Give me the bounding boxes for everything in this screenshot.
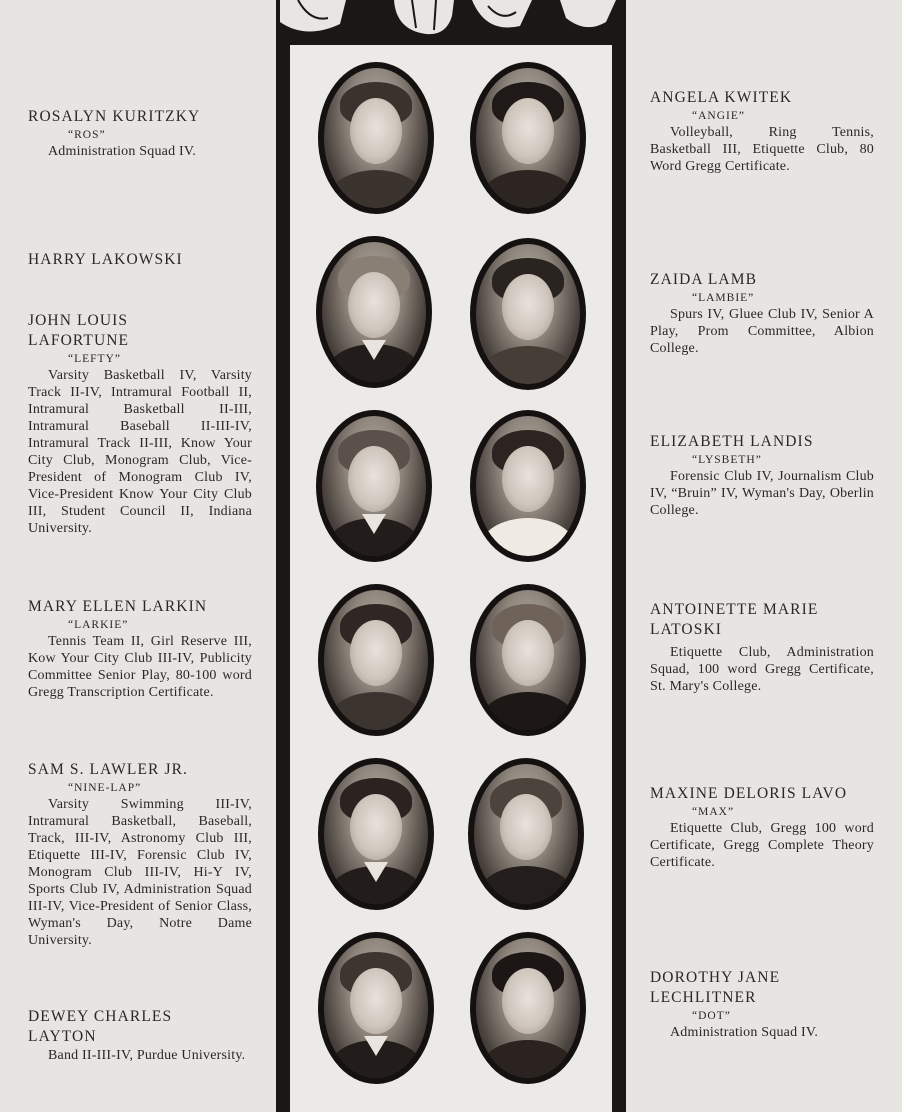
senior-entry-layton [28, 1007, 252, 1064]
senior-entry-lechlitner [650, 968, 874, 1041]
student-activities: Varsity Swimming III-IV, Intramural Basketball, Baseball, Track, III-IV, Astronomy Club III, Etiquette III-IV, Forensic Club IV, Monogram Club III-IV, Hi-Y IV, Sports Club IV, Administration Squad III-IV, Vice-President of Senior Class, Wyman's Day, Notre Dame University. [28, 797, 252, 948]
senior-entry-kuritzky [28, 107, 253, 160]
portrait-photo [316, 236, 432, 388]
student-name: DEWEY CHARLES LAYTON [28, 1008, 173, 1045]
student-nickname: “LAMBIE” [692, 292, 755, 304]
student-nickname: “DOT” [692, 1010, 731, 1022]
student-nickname: “LARKIE” [68, 619, 129, 631]
student-name: ROSALYN KURITZKY [28, 108, 201, 125]
portrait-photo [316, 410, 432, 562]
student-nickname: “NINE-LAP” [68, 782, 142, 794]
student-activities: Etiquette Club, Administration Squad, 100 word Gregg Certificate, St. Mary's College. [650, 645, 874, 694]
portrait-photo [470, 238, 586, 390]
header-illustration [276, 0, 626, 40]
student-activities: Administration Squad IV. [48, 144, 197, 159]
student-activities: Volleyball, Ring Tennis, Basketball III, Etiquette Club, 80 Word Gregg Certificate. [650, 125, 874, 174]
student-activities: Varsity Basketball IV, Varsity Track II-IV, Intramural Football II, Intramural Basketball II-III, Intramural Baseball II-III-IV, Intramural Track II-III, Know Your City Club, Monogram Club, Vice-President of Monogram Club IV, Vice-President Know Your City Club III, Student Council II, Indiana University. [28, 368, 252, 536]
student-name: ELIZABETH LANDIS [650, 433, 814, 450]
student-name: ANGELA KWITEK [650, 89, 793, 106]
portrait-photo [470, 932, 586, 1084]
senior-entry-kwitek [650, 88, 874, 175]
student-name: MAXINE DELORIS LAVO [650, 785, 848, 802]
student-nickname: “LYSBETH” [692, 454, 762, 466]
senior-entry-lawler [28, 760, 252, 949]
student-nickname: “LEFTY” [68, 353, 121, 365]
portrait-photo [470, 62, 586, 214]
student-nickname: “ROS” [68, 129, 106, 141]
student-nickname: “MAX” [692, 806, 735, 818]
student-name: HARRY LAKOWSKI [28, 251, 183, 268]
portrait-photo [318, 62, 434, 214]
portrait-photo [318, 584, 434, 736]
portrait-photo [470, 410, 586, 562]
student-name: MARY ELLEN LARKIN [28, 598, 208, 615]
senior-entry-larkin [28, 597, 252, 701]
student-name: SAM S. LAWLER JR. [28, 761, 188, 778]
portrait-photo [318, 932, 434, 1084]
student-name: ANTOINETTE MARIE LATOSKI [650, 601, 819, 638]
student-activities: Administration Squad IV. [670, 1025, 819, 1040]
portrait-photo [318, 758, 434, 910]
student-nickname: “ANGIE” [692, 110, 745, 122]
student-name: ZAIDA LAMB [650, 271, 758, 288]
portrait-photo [470, 584, 586, 736]
portrait-photo [468, 758, 584, 910]
student-activities: Forensic Club IV, Journalism Club IV, “Bruin” IV, Wyman's Day, Oberlin College. [650, 469, 874, 518]
student-name: DOROTHY JANE LECHLITNER [650, 969, 781, 1006]
senior-entry-latoski [650, 600, 874, 695]
senior-entry-lamb [650, 270, 874, 357]
senior-entry-lafortune [28, 311, 252, 537]
senior-entry-landis [650, 432, 874, 519]
student-activities: Tennis Team II, Girl Reserve III, Kow Your City Club III-IV, Publicity Committee Senior Play, 80-100 word Gregg Transcription Certificate. [28, 634, 252, 700]
student-activities: Spurs IV, Gluee Club IV, Senior A Play, Prom Committee, Albion College. [650, 307, 874, 356]
student-activities: Etiquette Club, Gregg 100 word Certificate, Gregg Complete Theory Certificate. [650, 821, 874, 870]
senior-entry-lavo [650, 784, 874, 871]
student-name: JOHN LOUIS LAFORTUNE [28, 312, 130, 349]
senior-entry-lakowski [28, 250, 253, 270]
student-activities: Band II-III-IV, Purdue University. [48, 1048, 246, 1063]
